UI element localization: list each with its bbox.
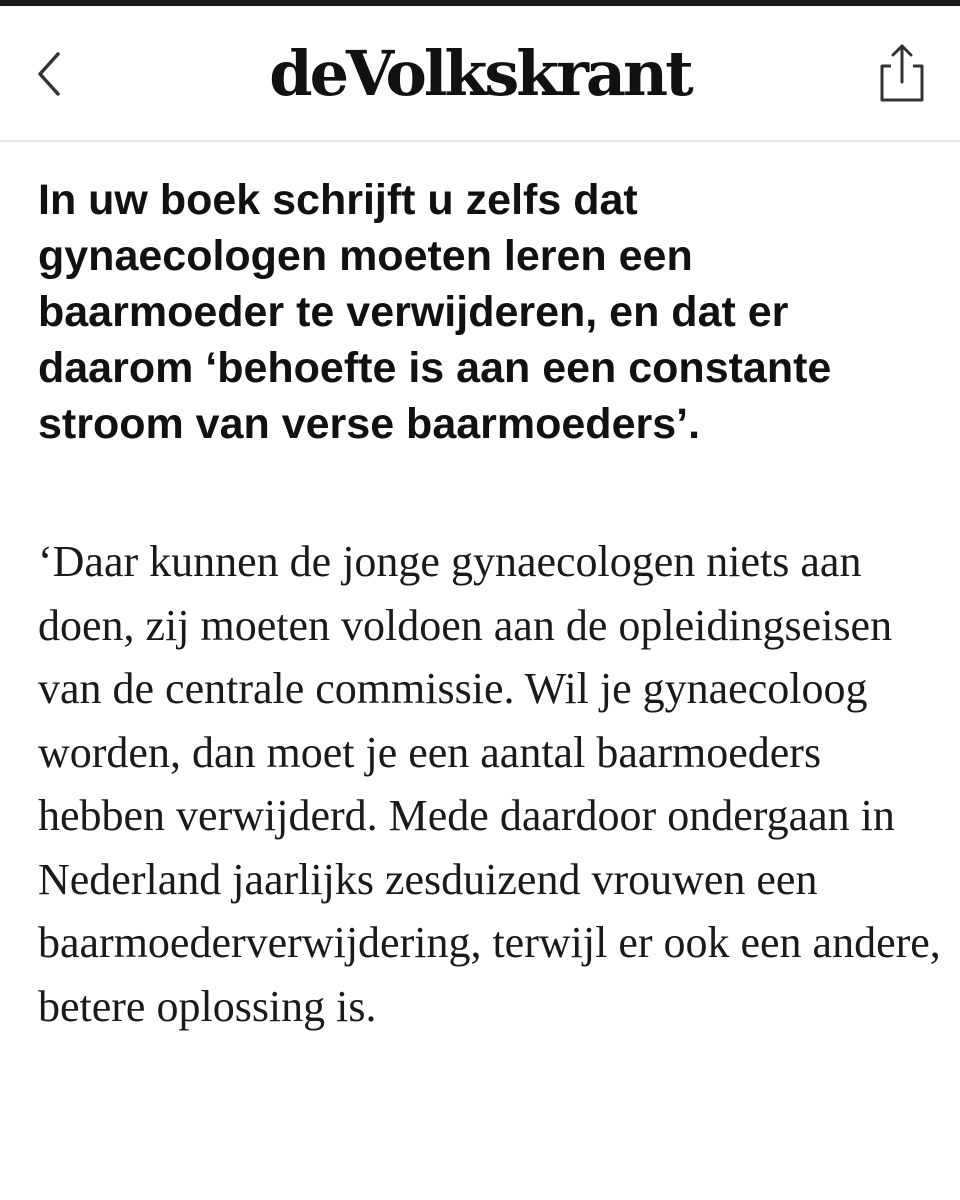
interview-answer: ‘Daar kunnen de jonge gynaecologen niets aan doen, zij moeten voldoen aan de opleidingseisen van de centrale commissie. Wil je gynaecoloog worden, dan moet je een aantal baarmoeders hebben verwijderd. Mede daardoor ondergaan in Nederland jaarlijks zesduizend vrouwen een baarmoederverwijdering, terwijl er ook een andere, betere oplossing is. — [38, 537, 941, 1031]
share-button[interactable] — [872, 40, 932, 106]
masthead-logo[interactable]: deVolkskrant — [269, 37, 691, 110]
app-header — [0, 6, 960, 142]
share-icon — [872, 40, 932, 106]
interview-question: In uw boek schrijft u zelfs dat gynaecologen moeten leren een baarmoeder te verwijderen, en dat er daarom ‘behoefte is aan een constante stroom van verse baarmoeders’. — [38, 176, 832, 448]
